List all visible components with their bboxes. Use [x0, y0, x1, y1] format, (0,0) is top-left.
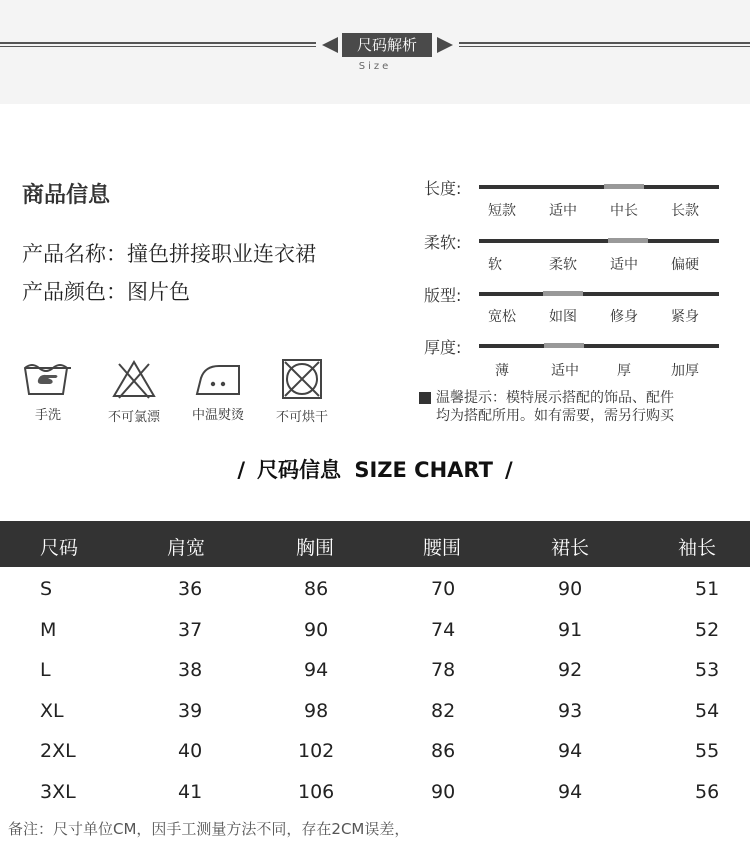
table-cell: 41: [178, 780, 203, 803]
table-cell: 92: [558, 659, 583, 681]
size-chart-title-en: SIZE CHART: [354, 458, 493, 482]
table-cell: 53: [695, 659, 720, 681]
scale-label: 厚度:: [424, 338, 462, 357]
table-cell: 74: [431, 618, 456, 641]
tip-line-2: 均为搭配所用。如有需要，需另行购买: [436, 408, 674, 424]
table-cell: M: [40, 618, 57, 641]
care-item-hand-wash: [8, 358, 88, 423]
table-cell: 2XL: [40, 740, 76, 762]
table-row: [0, 732, 750, 772]
table-cell: 86: [431, 740, 456, 762]
table-cell: 70: [431, 578, 456, 600]
scale-label: 版型:: [424, 286, 462, 305]
scale-option: 紧身: [671, 309, 699, 325]
scale-indicator: [608, 238, 648, 243]
scale-bar: [479, 292, 719, 296]
scale-label: 柔软:: [424, 233, 462, 252]
care-label: 中温熨烫: [191, 408, 244, 423]
table-cell: 86: [304, 578, 329, 600]
table-cell: 39: [178, 699, 203, 722]
scale-option: 加厚: [671, 363, 699, 379]
scale-option: 柔软: [549, 257, 577, 273]
size-chart-title-cn: 尺码信息: [257, 458, 342, 482]
scale-indicator: [543, 291, 583, 296]
scale-bar: [479, 344, 719, 348]
table-row: [0, 651, 750, 691]
table-cell: 94: [558, 740, 583, 762]
care-item-no-bleach: [94, 358, 174, 425]
no-bleach-icon: [111, 358, 157, 400]
size-analysis-banner: [0, 0, 750, 104]
scale-option: 厚: [617, 363, 631, 379]
scale-option: 软: [488, 257, 502, 273]
table-cell: 37: [178, 618, 203, 641]
col-header-bust: 胸围: [296, 537, 335, 559]
care-label: 不可烘干: [275, 410, 328, 425]
table-cell: 82: [431, 699, 456, 722]
hand-wash-icon: [22, 358, 74, 398]
scale-option: 适中: [549, 203, 577, 219]
tip-bullet: [419, 392, 431, 404]
banner-arrow-left: [322, 37, 338, 53]
iron-medium-icon: [193, 358, 243, 398]
table-cell: 51: [695, 578, 720, 600]
table-cell: L: [40, 659, 51, 681]
table-cell: XL: [40, 699, 64, 722]
table-cell: 102: [298, 740, 335, 762]
scale-indicator: [544, 343, 584, 348]
size-chart-title: / 尺码信息 SIZE CHART /: [237, 458, 513, 482]
scale-option: 长款: [671, 203, 699, 219]
table-cell: 55: [695, 740, 720, 762]
table-cell: 94: [304, 659, 329, 681]
table-row: [0, 773, 750, 813]
care-label: 不可氯漂: [107, 410, 160, 425]
table-cell: 90: [304, 618, 329, 641]
scale-option: 修身: [610, 309, 638, 325]
scale-indicator: [604, 184, 644, 189]
table-row: [0, 611, 750, 651]
scale-option: 短款: [488, 203, 516, 219]
scale-option: 宽松: [488, 309, 516, 325]
table-cell: 98: [304, 699, 329, 722]
scale-option: 偏硬: [671, 257, 699, 273]
table-cell: 90: [431, 780, 456, 803]
product-name: 产品名称：撞色拼接职业连衣裙: [22, 242, 316, 266]
table-cell: 93: [558, 699, 583, 722]
col-header-size: 尺码: [40, 537, 79, 559]
table-cell: 94: [558, 780, 583, 803]
scale-bar: [479, 185, 719, 189]
table-cell: 38: [178, 659, 203, 681]
col-header-waist: 腰围: [423, 537, 462, 559]
banner-rule-right: [459, 42, 750, 44]
care-label: 手洗: [34, 408, 61, 423]
banner-title: 尺码解析: [342, 33, 432, 57]
tip-line-1: 温馨提示：模特展示搭配的饰品、配件: [436, 390, 674, 406]
banner-subtitle: Size: [358, 61, 392, 72]
banner-rule-left: [0, 42, 316, 44]
no-tumble-dry-icon: [280, 358, 324, 400]
product-color: 产品颜色：图片色: [22, 280, 190, 304]
scale-bar: [479, 239, 719, 243]
col-header-shoulder: 肩宽: [167, 537, 206, 559]
banner-rule-left-thin: [0, 46, 316, 47]
table-cell: 91: [558, 618, 583, 641]
scale-option: 如图: [549, 309, 577, 325]
size-note: 备注：尺寸单位CM，因手工测量方法不同，存在2CM误差，: [8, 820, 410, 838]
table-cell: 78: [431, 659, 456, 681]
table-cell: 90: [558, 578, 583, 600]
tip-text: [436, 389, 736, 425]
table-cell: 106: [298, 780, 335, 803]
scale-option: 中长: [610, 203, 638, 219]
size-table-header: [0, 521, 750, 567]
col-header-dress-length: 裙长: [551, 537, 590, 559]
care-item-no-tumble-dry: [262, 358, 342, 425]
table-cell: S: [40, 578, 53, 600]
table-cell: 36: [178, 578, 203, 600]
care-item-iron-medium: [178, 358, 258, 423]
product-info-heading: 商品信息: [22, 183, 111, 208]
banner-arrow-right: [437, 37, 453, 53]
table-cell: 40: [178, 740, 203, 762]
table-cell: 54: [695, 699, 720, 722]
col-header-sleeve-length: 袖长: [678, 537, 717, 559]
scale-option: 薄: [495, 363, 509, 379]
banner-rule-right-thin: [459, 46, 750, 47]
table-row: [0, 570, 750, 610]
scale-option: 适中: [551, 363, 579, 379]
table-cell: 52: [695, 618, 720, 641]
table-cell: 3XL: [40, 780, 76, 803]
table-cell: 56: [695, 780, 720, 803]
scale-option: 适中: [610, 257, 638, 273]
table-row: [0, 692, 750, 732]
scale-label: 长度:: [424, 179, 462, 198]
